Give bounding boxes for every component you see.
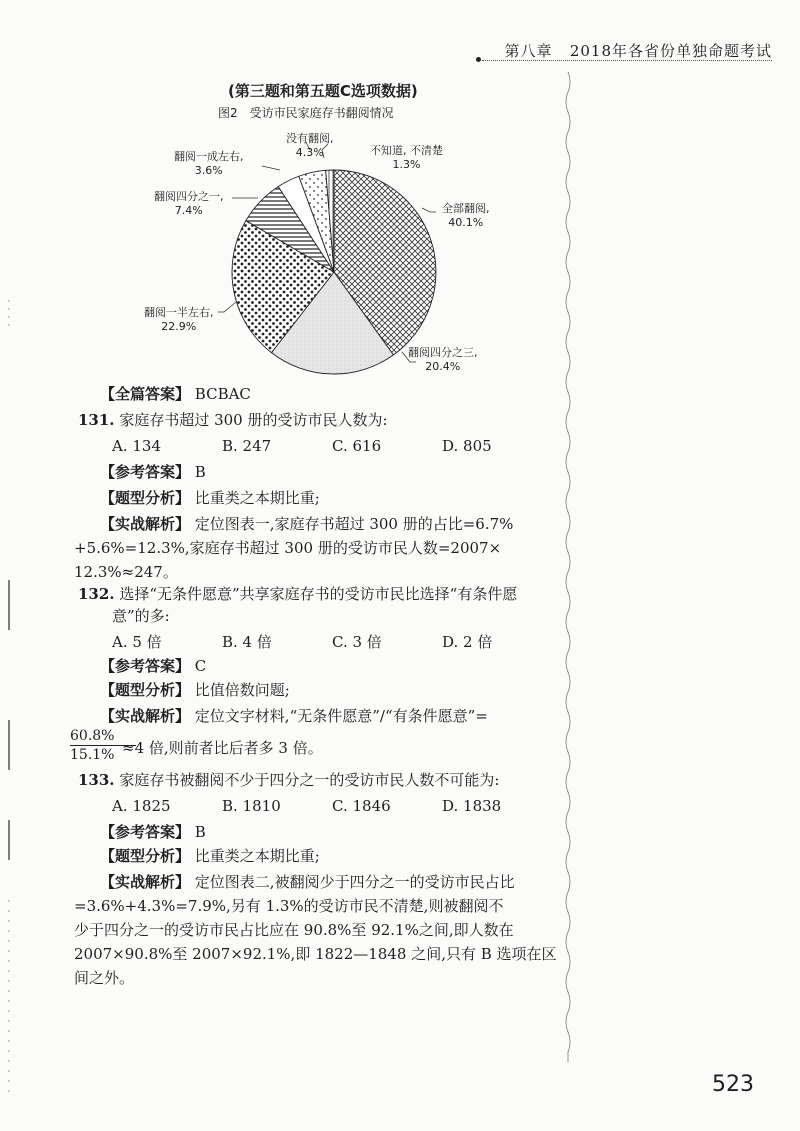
q131-number: 131. [78, 411, 115, 429]
q133-stem: 133. 家庭存书被翻阅不少于四分之一的受访市民人数不可能为: [78, 771, 500, 789]
q133-number: 133. [78, 771, 115, 789]
q132-choice-b: B. 4 倍 [222, 633, 272, 651]
q131-solution-3: 12.3%≈247。 [74, 563, 178, 581]
q132-type: 【题型分析】 比值倍数问题; [100, 681, 290, 699]
q131-choices [112, 436, 552, 456]
q132-stem-2: 意”的多: [112, 607, 170, 625]
pie-label-quarter: 翻阅四分之一, 7.4% [154, 190, 224, 217]
q133-solution-1: 【实战解析】 定位图表二,被翻阅少于四分之一的受访市民占比 [100, 873, 515, 891]
q131-stem [78, 410, 388, 430]
answers-label: 【全篇答案】 [100, 385, 191, 403]
margin-wavy-line [562, 72, 574, 1062]
q131-solution-1: 【实战解析】 定位图表一,家庭存书超过 300 册的占比=6.7% [100, 515, 514, 533]
q131-type: 【题型分析】 比重类之本期比重; [100, 489, 320, 507]
answers-value: BCBAC [194, 385, 251, 403]
q132-choice-d: D. 2 倍 [442, 633, 493, 651]
pie-label-unknown: 不知道, 不清楚 1.3% [370, 144, 443, 171]
pie-chart [100, 80, 540, 380]
q132-stem-1: 132. 选择“无条件愿意”共享家庭存书的受访市民比选择“有条件愿 [78, 585, 518, 603]
q133-choice-d: D. 1838 [442, 797, 502, 815]
q132-choices [112, 632, 552, 652]
pie-figure [100, 80, 540, 380]
pie-label-all-read: 全部翻阅, 40.1% [442, 202, 490, 229]
q132-ref: 【参考答案】 C [100, 657, 207, 675]
header-title: 2018年各省份单独命题考试 [569, 42, 772, 60]
q132-solution-1: 【实战解析】 定位文字材料,“无条件愿意”/“有条件愿意”= [100, 707, 488, 725]
pie-label-three-quarters: 翻阅四分之三, 20.4% [408, 346, 478, 373]
q132-choice-c: C. 3 倍 [332, 633, 382, 651]
q131-choice-b: B. 247 [222, 437, 272, 455]
q133-choices [112, 796, 552, 816]
q133-solution-5: 间之外。 [74, 969, 135, 987]
header-bullet [476, 57, 481, 62]
figure-note: (第三题和第五题C选项数据) [228, 82, 418, 100]
pie-label-tenth: 翻阅一成左右, 3.6% [174, 150, 244, 177]
header-rule [482, 60, 772, 61]
q132-solution-2: ≈4 倍,则前者比后者多 3 倍。 [122, 739, 323, 757]
q133-choice-b: B. 1810 [222, 797, 281, 815]
q133-solution-4: 2007×90.8%至 2007×92.1%,即 1822—1848 之间,只有 B 选项在区 [74, 945, 557, 963]
q131-stem-text: 家庭存书超过 300 册的受访市民人数为: [119, 411, 388, 429]
page-header [482, 22, 772, 62]
overall-answers [100, 384, 251, 404]
page-number: 523 [712, 1072, 754, 1097]
q133-solution-2: =3.6%+4.3%=7.9%,另有 1.3%的受访市民不清楚,则被翻阅不 [74, 897, 504, 915]
figure-title: 图2 受访市民家庭存书翻阅情况 [218, 106, 394, 120]
q133-choice-a: A. 1825 [112, 797, 171, 815]
running-head [504, 40, 772, 61]
q133-ref: 【参考答案】 B [100, 823, 206, 841]
q131-ref: 【参考答案】 B [100, 463, 206, 481]
pie-label-half: 翻阅一半左右, 22.9% [144, 306, 214, 333]
pie-label-none: 没有翻阅, 4.3% [286, 132, 334, 159]
q131-solution-2: +5.6%=12.3%,家庭存书超过 300 册的受访市民人数=2007× [74, 539, 502, 557]
q133-solution-3: 少于四分之一的受访市民占比应在 90.8%至 92.1%之间,即人数在 [74, 921, 514, 939]
fraction-denominator: 15.1% [70, 747, 115, 763]
q132-choice-a: A. 5 倍 [112, 633, 162, 651]
q131-choice-d: D. 805 [442, 437, 492, 455]
q133-type: 【题型分析】 比重类之本期比重; [100, 847, 320, 865]
binding-marks [6, 300, 12, 1100]
q133-choice-c: C. 1846 [332, 797, 391, 815]
q132-number: 132. [78, 585, 115, 603]
q131-choice-a: A. 134 [112, 437, 161, 455]
chapter-label: 第八章 [504, 42, 553, 60]
q131-choice-c: C. 616 [332, 437, 382, 455]
fraction-numerator: 60.8% [70, 728, 115, 744]
